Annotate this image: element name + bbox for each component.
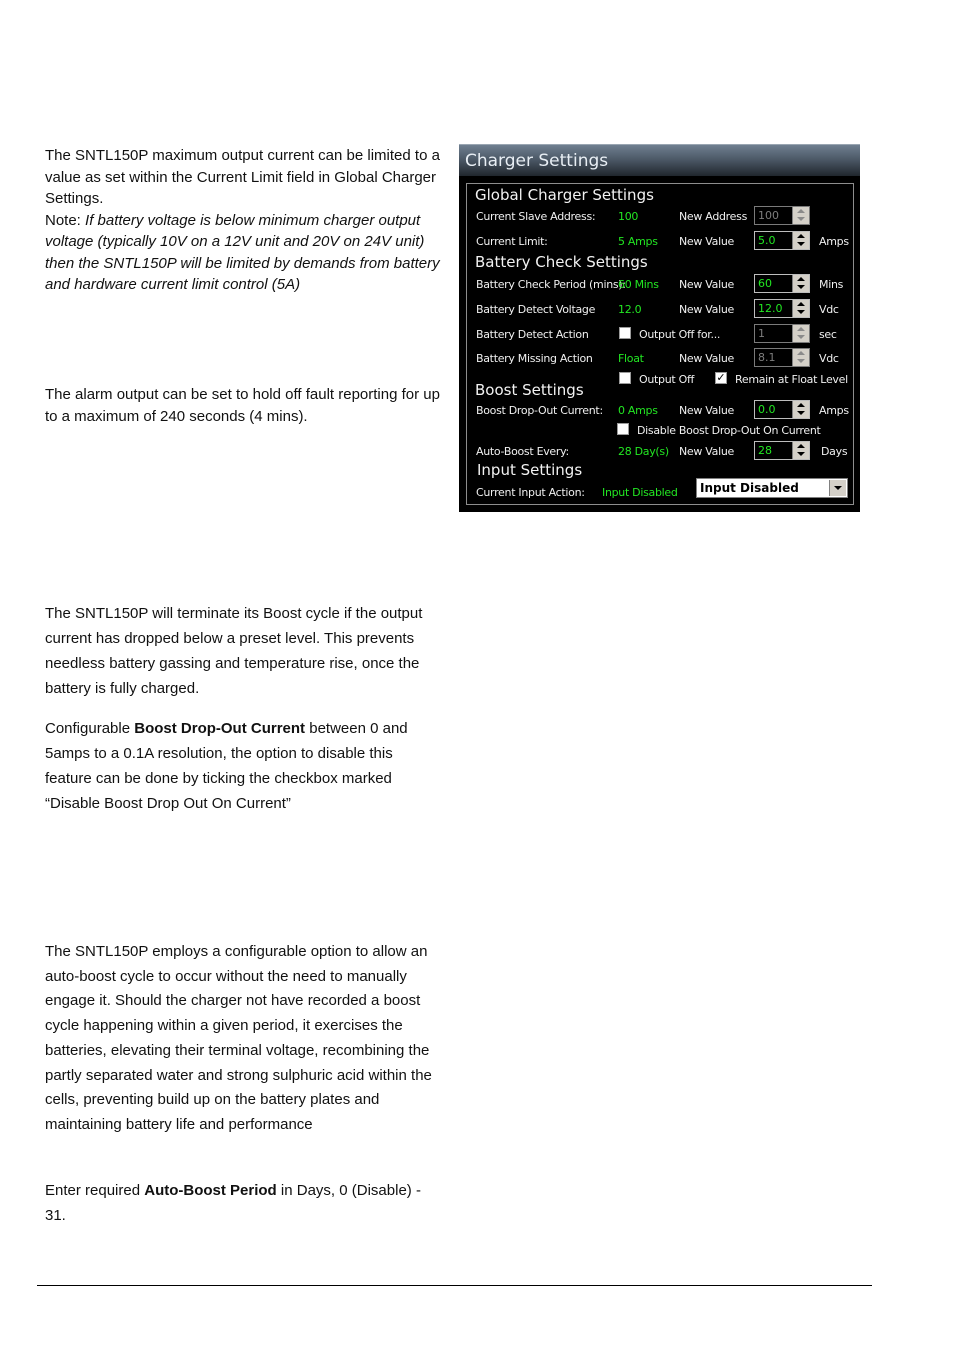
new-address-input[interactable]: 100 xyxy=(758,209,779,222)
boost-dropout-value: 0 Amps xyxy=(618,404,658,417)
spinner-arrows[interactable] xyxy=(792,325,809,342)
detect-action-seconds-unit: sec xyxy=(819,328,837,341)
boost-dropout-label: Boost Drop-Out Current: xyxy=(476,404,603,417)
charger-settings-panel xyxy=(459,144,860,512)
spin-up-icon[interactable] xyxy=(797,234,805,238)
auto-boost-label: Auto-Boost Every: xyxy=(476,445,569,458)
spinner-arrows[interactable] xyxy=(792,401,809,418)
auto-boost-value: 28 Day(s) xyxy=(618,445,669,458)
auto-boost-spinner[interactable] xyxy=(754,441,810,460)
auto-boost-paragraph: The SNTL150P employs a configurable option to allow an auto-boost cycle to occur without the need to manually engage it. Should the charger not have recorded a boost cycle happening within a given period, it exercises the batteries, elevating their terminal voltage, recombining the partly separated water and strong sulphuric acid within the cells, preventing build up on the battery plates and maintaining battery life and performance xyxy=(45,943,432,1133)
boost-dropout-input[interactable]: 0.0 xyxy=(758,403,776,416)
input-action-value: Input Disabled xyxy=(602,486,678,499)
current-limit-paragraph xyxy=(45,145,440,296)
battery-detect-voltage-new-label: New Value xyxy=(679,303,734,316)
spin-down-icon[interactable] xyxy=(797,411,805,415)
boost-dropout-spinner[interactable] xyxy=(754,400,810,419)
spinner-arrows[interactable] xyxy=(792,349,809,366)
battery-check-period-label: Battery Check Period (mins): xyxy=(476,278,626,291)
panel-title-bar: Charger Settings xyxy=(459,144,860,176)
spin-up-icon[interactable] xyxy=(797,403,805,407)
detect-action-seconds-spinner[interactable] xyxy=(754,324,810,343)
spin-up-icon[interactable] xyxy=(797,327,805,331)
battery-detect-voltage-input[interactable]: 12.0 xyxy=(758,302,783,315)
boost-dropout-unit: Amps xyxy=(819,404,849,417)
disable-boost-dropout-label: Disable Boost Drop-Out On Current xyxy=(637,424,821,437)
battery-missing-spinner[interactable] xyxy=(754,348,810,367)
spin-up-icon[interactable] xyxy=(797,351,805,355)
boost-dropout-paragraph xyxy=(45,716,440,816)
spinner-arrows[interactable] xyxy=(792,442,809,459)
spinner-arrows[interactable] xyxy=(792,275,809,292)
auto-boost-input[interactable]: 28 xyxy=(758,444,772,457)
current-limit-unit: Amps xyxy=(819,235,849,248)
battery-detect-voltage-spinner[interactable] xyxy=(754,299,810,318)
current-limit-input[interactable]: 5.0 xyxy=(758,234,776,247)
spin-up-icon[interactable] xyxy=(797,444,805,448)
battery-missing-action-value: Float xyxy=(618,352,644,365)
chevron-down-icon xyxy=(834,486,842,490)
battery-detect-voltage-label: Battery Detect Voltage xyxy=(476,303,596,316)
spin-down-icon[interactable] xyxy=(797,335,805,339)
spin-up-icon[interactable] xyxy=(797,209,805,213)
auto-boost-period-paragraph xyxy=(45,1178,440,1228)
input-action-select-value: Input Disabled xyxy=(700,481,799,495)
current-limit-value: 5 Amps xyxy=(618,235,658,248)
global-settings-heading: Global Charger Settings xyxy=(475,186,654,204)
boost-dropout-new-label: New Value xyxy=(679,404,734,417)
disable-boost-dropout-checkbox[interactable] xyxy=(617,423,629,435)
spinner-arrows[interactable] xyxy=(792,207,809,224)
auto-boost-period-bold: Auto-Boost Period xyxy=(144,1182,277,1199)
auto-boost-period-text-b: in Days, 0 (Disable) - 31. xyxy=(45,1182,421,1224)
spin-down-icon[interactable] xyxy=(797,310,805,314)
battery-check-period-spinner[interactable] xyxy=(754,274,810,293)
new-address-spinner[interactable] xyxy=(754,206,810,225)
spinner-arrows[interactable] xyxy=(792,232,809,249)
battery-check-period-unit: Mins xyxy=(819,278,844,291)
footer-divider xyxy=(37,1285,872,1286)
battery-check-period-value: 60 Mins xyxy=(618,278,659,291)
spin-up-icon[interactable] xyxy=(797,302,805,306)
battery-check-period-input[interactable]: 60 xyxy=(758,277,772,290)
spin-down-icon[interactable] xyxy=(797,217,805,221)
auto-boost-new-label: New Value xyxy=(679,445,734,458)
note-text: If battery voltage is below minimum charger output voltage (typically 10V on a 12V unit and 20V on 24V unit) then the SNTL150P will be limited by demands from battery and hardware current limit control (5A) xyxy=(45,211,440,293)
current-limit-spinner[interactable] xyxy=(754,231,810,250)
note-label: Note: xyxy=(45,211,86,229)
spin-down-icon[interactable] xyxy=(797,452,805,456)
input-action-select[interactable] xyxy=(696,478,848,498)
new-address-label: New Address xyxy=(679,210,747,223)
output-off-for-checkbox[interactable] xyxy=(619,327,631,339)
current-limit-new-label: New Value xyxy=(679,235,734,248)
battery-check-period-new-label: New Value xyxy=(679,278,734,291)
boost-dropout-bold: Boost Drop-Out Current xyxy=(134,720,306,737)
battery-detect-voltage-unit: Vdc xyxy=(819,303,839,316)
battery-missing-new-label: New Value xyxy=(679,352,734,365)
battery-settings-heading: Battery Check Settings xyxy=(475,253,648,271)
alarm-holdoff-paragraph: The alarm output can be set to hold off fault reporting for up to a maximum of 240 seconds (4 mins). xyxy=(45,386,440,425)
input-settings-heading: Input Settings xyxy=(477,461,583,479)
spin-down-icon[interactable] xyxy=(797,285,805,289)
slave-address-value: 100 xyxy=(618,210,639,223)
battery-missing-unit: Vdc xyxy=(819,352,839,365)
spin-up-icon[interactable] xyxy=(797,277,805,281)
output-off-for-label: Output Off for... xyxy=(639,328,721,341)
slave-address-label: Current Slave Address: xyxy=(476,210,596,223)
boost-termination-paragraph: The SNTL150P will terminate its Boost cycle if the output current has dropped below a preset level. This prevents needless battery gassing and temperature rise, once the battery is fully charged. xyxy=(45,605,423,697)
boost-dropout-text-b: between 0 and 5amps to a 0.1A resolution, the option to disable this feature can be done by ticking the checkbox marked “Disable Boost Drop Out On Current” xyxy=(45,720,408,812)
dropdown-button[interactable] xyxy=(829,480,846,496)
battery-detect-voltage-value: 12.0 xyxy=(618,303,642,316)
spinner-arrows[interactable] xyxy=(792,300,809,317)
input-action-label: Current Input Action: xyxy=(476,486,585,499)
battery-detect-action-label: Battery Detect Action xyxy=(476,328,589,341)
output-off-checkbox[interactable] xyxy=(619,372,631,384)
boost-dropout-text-a: Configurable xyxy=(45,720,135,737)
spin-down-icon[interactable] xyxy=(797,359,805,363)
remain-at-float-checkbox[interactable]: ✓ xyxy=(716,371,726,384)
battery-missing-input[interactable]: 8.1 xyxy=(758,351,776,364)
spin-down-icon[interactable] xyxy=(797,242,805,246)
detect-action-seconds-input[interactable]: 1 xyxy=(758,327,765,340)
auto-boost-unit: Days xyxy=(821,445,848,458)
remain-at-float-label: Remain at Float Level xyxy=(735,373,848,386)
current-limit-text: The SNTL150P maximum output current can be limited to a value as set within the Current Limit field in Global Charger Settings. xyxy=(45,147,440,207)
output-off-label: Output Off xyxy=(639,373,695,386)
current-limit-label: Current Limit: xyxy=(476,235,548,248)
battery-missing-action-label: Battery Missing Action xyxy=(476,352,593,365)
settings-group-box xyxy=(466,183,854,505)
boost-settings-heading: Boost Settings xyxy=(475,381,584,399)
auto-boost-period-text-a: Enter required xyxy=(45,1182,145,1199)
